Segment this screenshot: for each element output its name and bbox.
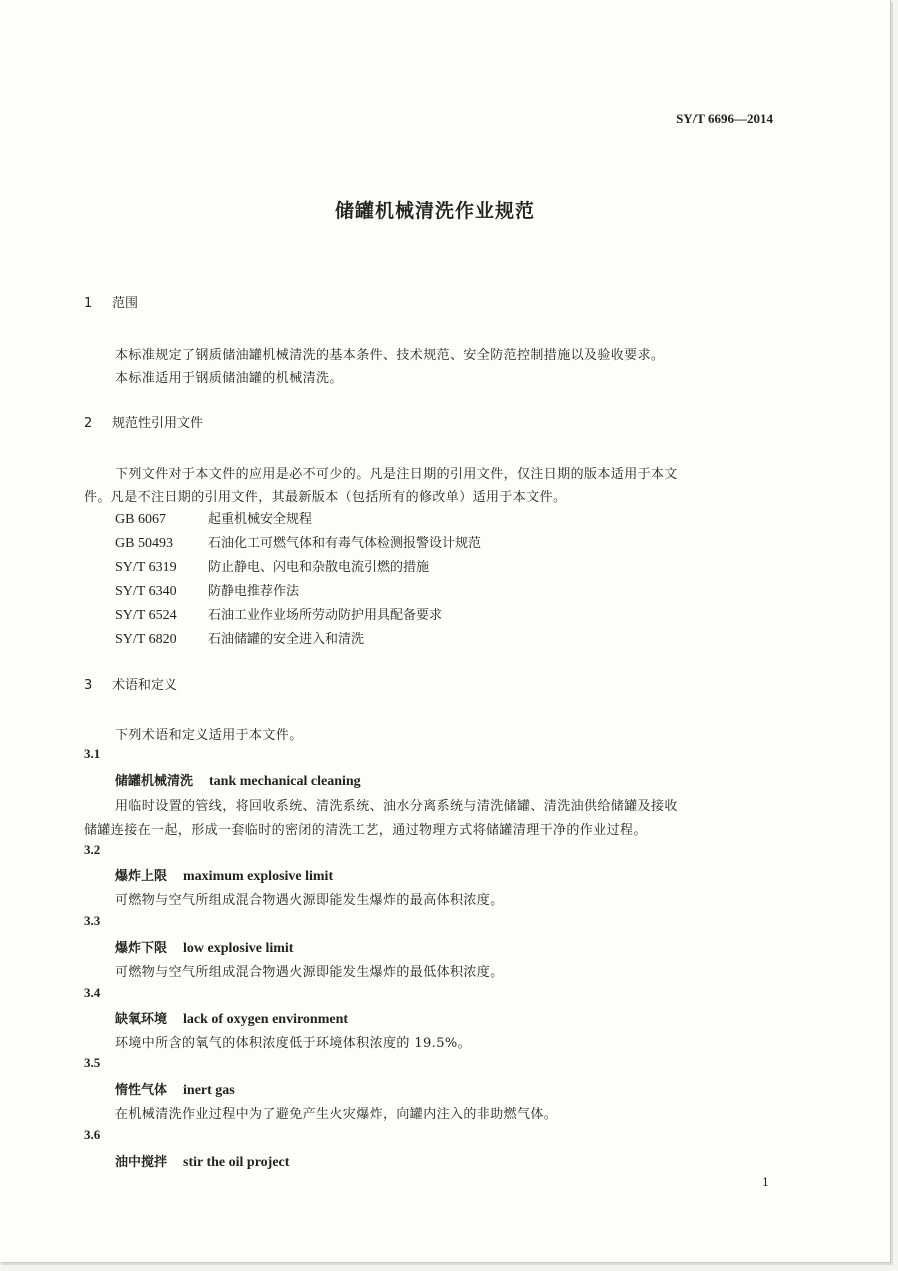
section-number: 3: [84, 678, 93, 693]
reference-item: [115, 628, 364, 648]
reference-item: [115, 556, 429, 576]
reference-title: 石油化工可燃气体和有毒气体检测报警设计规范: [208, 536, 482, 551]
term-heading: [115, 1079, 235, 1099]
reference-code: SY/T 6820: [115, 632, 177, 647]
reference-title: 石油储罐的安全进入和清洗: [208, 632, 365, 647]
term-zh: 惰性气体: [115, 1083, 168, 1098]
reference-code: SY/T 6524: [115, 608, 177, 623]
paragraph: 下列术语和定义适用于本文件。: [115, 728, 303, 743]
section-1-heading: [84, 292, 138, 311]
term-number: 3.3: [84, 913, 101, 928]
document-title: 储罐机械清洗作业规范: [334, 200, 535, 222]
term-en: low explosive limit: [183, 941, 294, 956]
term-zh: 爆炸下限: [115, 941, 168, 956]
term-zh: 爆炸上限: [115, 869, 168, 884]
term-definition: 用临时设置的管线，将回收系统、清洗系统、油水分离系统与清洗储罐、清洗油供给储罐及接收: [115, 799, 678, 814]
term-zh: 油中搅拌: [115, 1155, 168, 1170]
reference-item: [115, 508, 312, 528]
standard-code: SY/T 6696—2014: [676, 111, 773, 126]
section-number: 2: [84, 416, 93, 431]
term-heading: [115, 865, 333, 885]
reference-code: SY/T 6340: [115, 584, 177, 599]
term-en: inert gas: [183, 1083, 235, 1098]
term-definition: 在机械清洗作业过程中为了避免产生火灾爆炸，向罐内注入的非助燃气体。: [115, 1107, 558, 1122]
term-en: lack of oxygen environment: [183, 1012, 349, 1027]
term-definition: 储罐连接在一起，形成一套临时的密闭的清洗工艺，通过物理方式将储罐清理干净的作业过程。: [84, 823, 647, 838]
section-number: 1: [84, 296, 93, 311]
reference-title: 起重机械安全规程: [208, 512, 313, 527]
section-title: 范围: [112, 296, 139, 311]
reference-title: 防止静电、闪电和杂散电流引燃的措施: [208, 560, 430, 575]
reference-item: [115, 532, 481, 552]
term-number: 3.5: [84, 1055, 101, 1070]
term-definition: 可燃物与空气所组成混合物遇火源即能发生爆炸的最低体积浓度。: [115, 965, 504, 980]
term-en: maximum explosive limit: [183, 869, 334, 884]
term-definition: 环境中所含的氧气的体积浓度低于环境体积浓度的 19.5%。: [115, 1036, 472, 1051]
term-heading: [115, 1151, 289, 1171]
term-number: 3.4: [84, 985, 101, 1000]
term-number: 3.1: [84, 746, 101, 761]
section-3-heading: [84, 674, 177, 693]
reference-item: [115, 604, 442, 624]
paragraph: 件。凡是不注日期的引用文件，其最新版本（包括所有的修改单）适用于本文件。: [84, 490, 567, 505]
reference-code: SY/T 6319: [115, 560, 177, 575]
reference-code: GB 6067: [115, 512, 166, 527]
reference-item: [115, 580, 299, 600]
term-en: stir the oil project: [183, 1155, 290, 1170]
term-heading: [115, 770, 361, 790]
term-number: 3.2: [84, 842, 101, 857]
term-definition: 可燃物与空气所组成混合物遇火源即能发生爆炸的最高体积浓度。: [115, 893, 504, 908]
section-title: 术语和定义: [112, 678, 178, 693]
page-number: 1: [762, 1176, 769, 1189]
paragraph: 下列文件对于本文件的应用是必不可少的。凡是注日期的引用文件，仅注日期的版本适用于本文: [115, 467, 678, 482]
section-title: 规范性引用文件: [112, 416, 204, 431]
section-2-heading: [84, 412, 203, 431]
reference-code: GB 50493: [115, 536, 173, 551]
reference-title: 防静电推荐作法: [208, 584, 300, 599]
paragraph: 本标准适用于钢质储油罐的机械清洗。: [115, 371, 343, 386]
term-heading: [115, 937, 293, 957]
reference-title: 石油工业作业场所劳动防护用具配备要求: [208, 608, 443, 623]
term-en: tank mechanical cleaning: [209, 774, 361, 789]
term-number: 3.6: [84, 1127, 101, 1142]
term-zh: 储罐机械清洗: [115, 774, 194, 789]
term-zh: 缺氧环境: [115, 1012, 168, 1027]
term-heading: [115, 1008, 348, 1028]
paragraph: 本标准规定了钢质储油罐机械清洗的基本条件、技术规范、安全防范控制措施以及验收要求。: [115, 348, 665, 363]
